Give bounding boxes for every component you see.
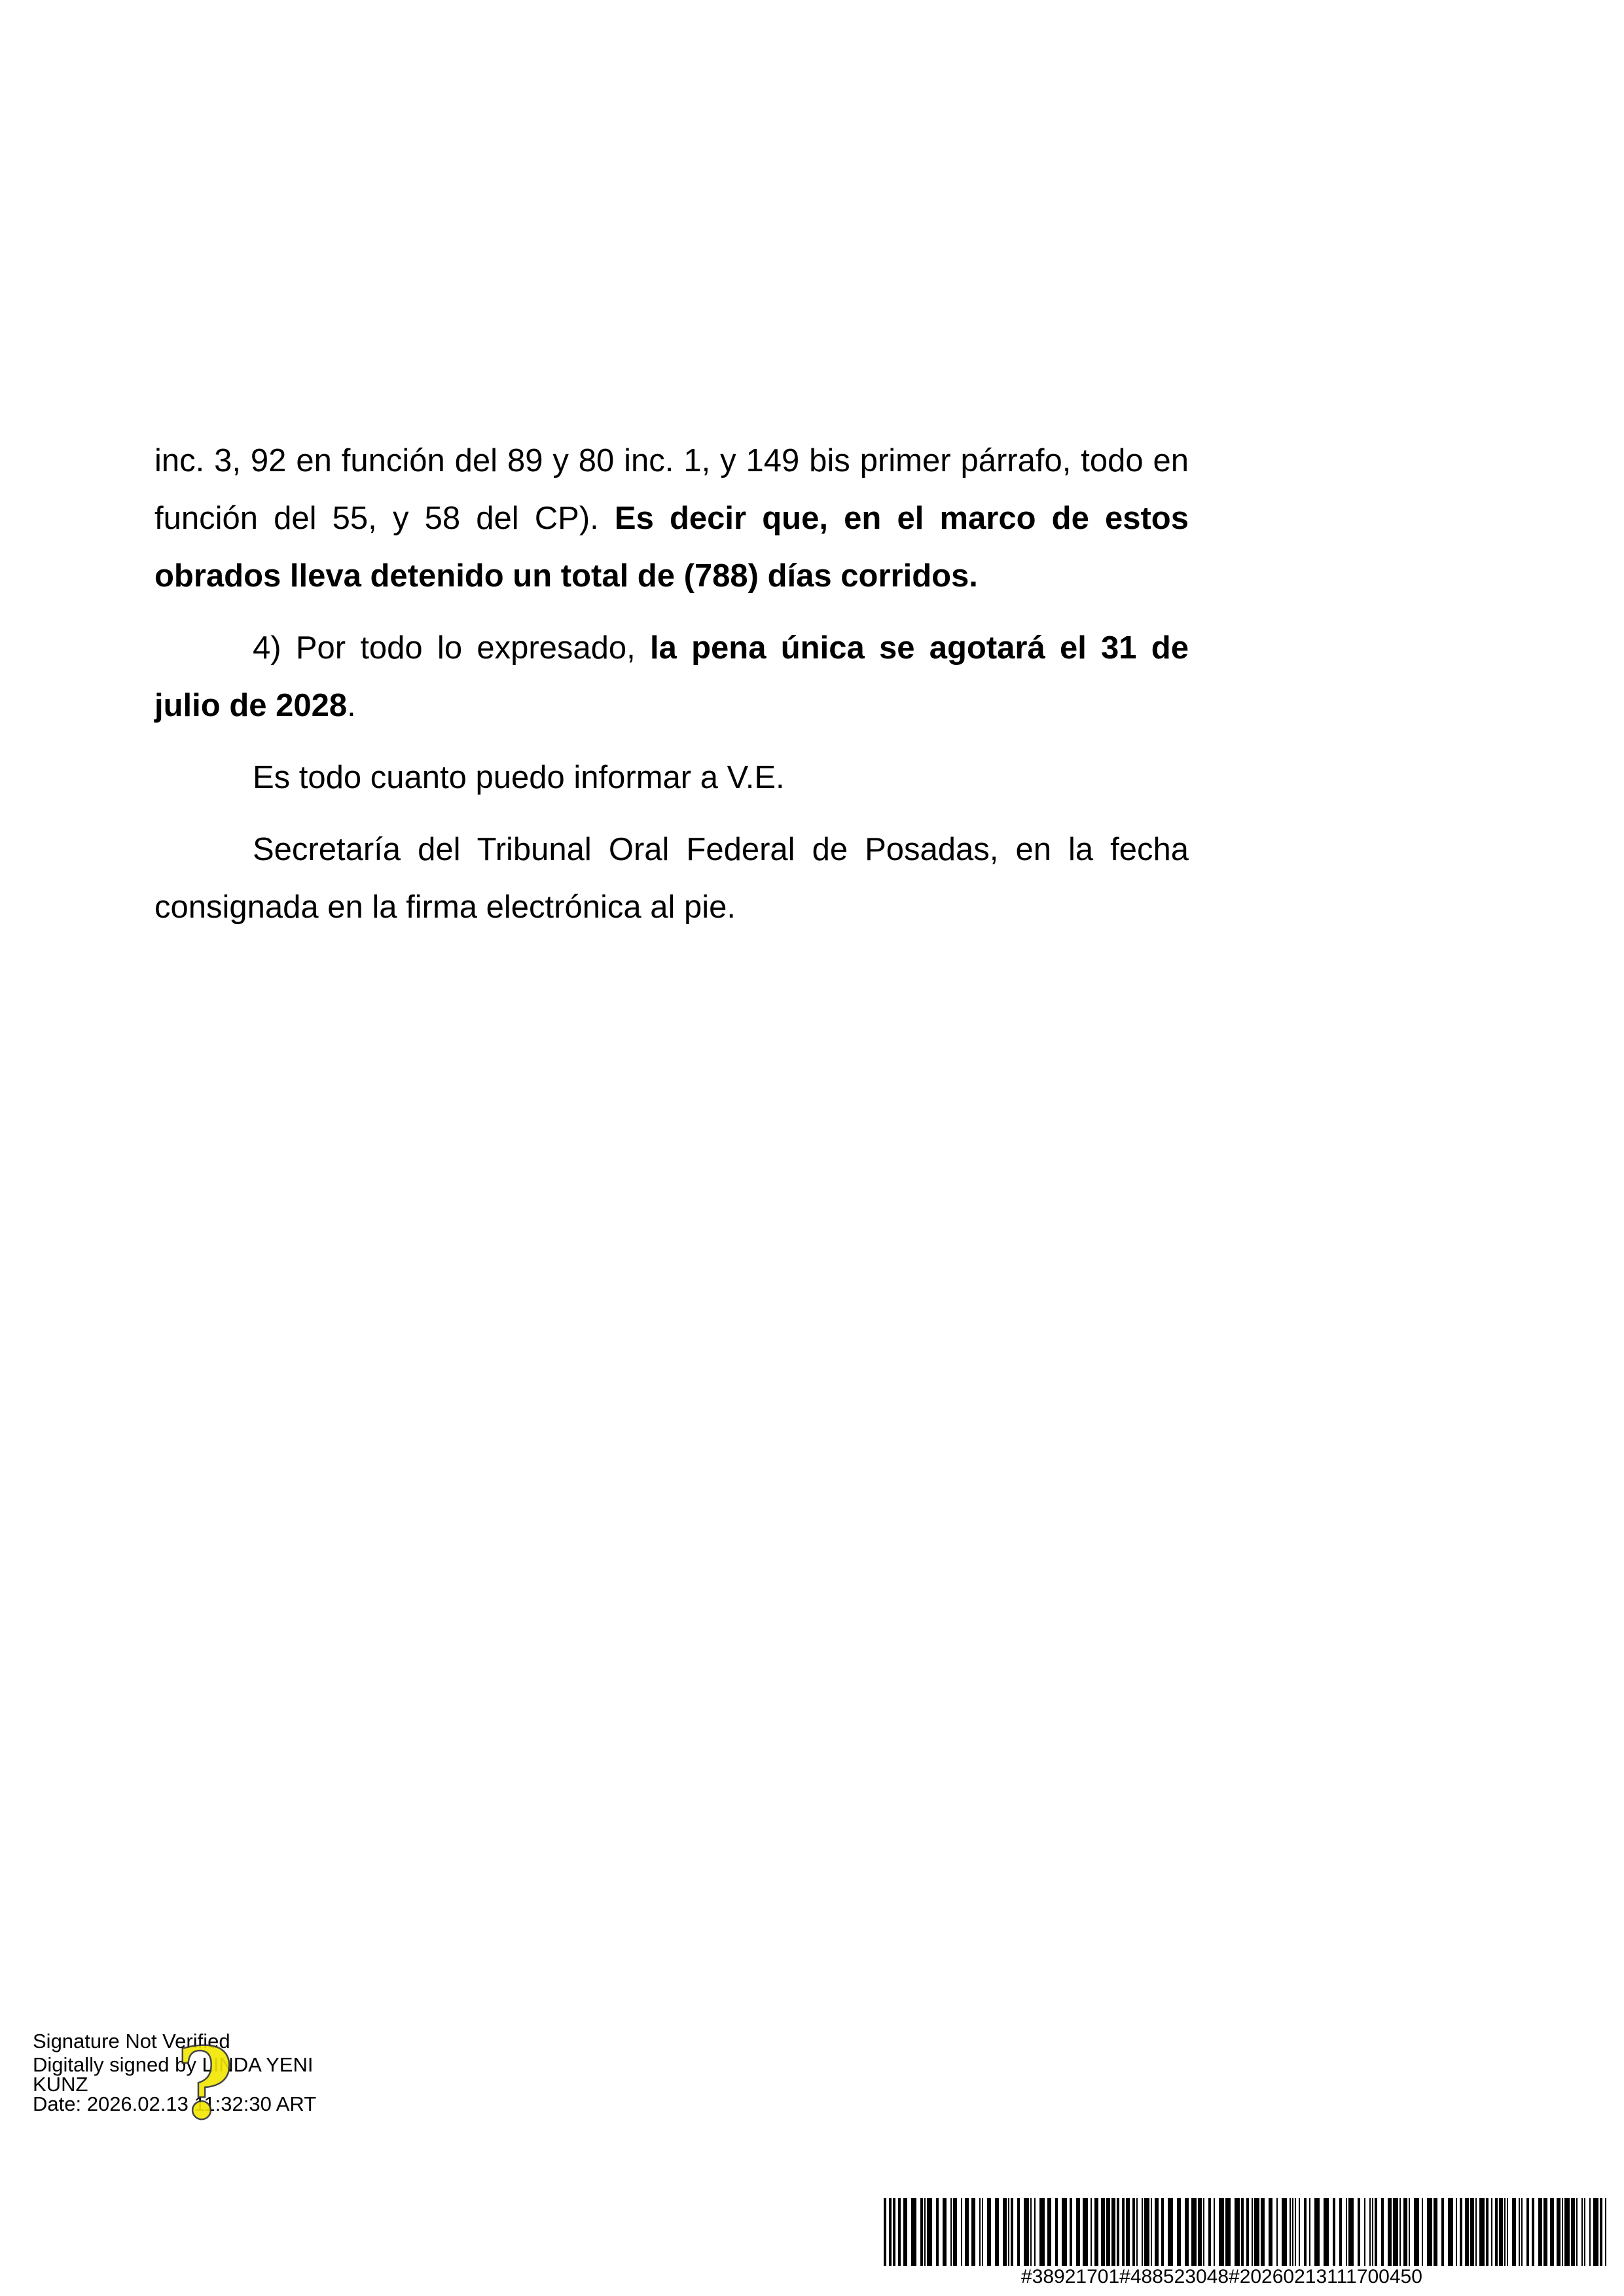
barcode-bar (889, 2198, 892, 2266)
barcode-bar (1314, 2198, 1320, 2266)
text-run: inc. 3, 92 en función del 89 y 80 inc. 1, y 149 bis primer párrafo, todo en función del 55, y 58 del CP). (154, 443, 1189, 536)
barcode-bar (1295, 2198, 1296, 2266)
barcode-bar (943, 2198, 947, 2266)
barcode-bar (1456, 2198, 1457, 2266)
barcode-bar (1427, 2198, 1432, 2266)
barcode-bar (1470, 2198, 1474, 2266)
barcode-bar (1589, 2198, 1591, 2266)
barcode-bar (1521, 2198, 1523, 2266)
barcode-bar (1375, 2198, 1377, 2266)
text-run: Es todo cuanto puedo informar a V.E. (253, 760, 785, 795)
barcode-bar (1101, 2198, 1105, 2266)
barcode-bar (1507, 2198, 1508, 2266)
barcode-bar (898, 2198, 901, 2266)
barcode-bar (1348, 2198, 1354, 2266)
barcode-bar (1177, 2198, 1181, 2266)
barcode-bar (1191, 2198, 1197, 2266)
text-run: . (347, 688, 356, 723)
barcode-bar (995, 2198, 999, 2266)
barcode-bar (1441, 2198, 1444, 2266)
barcode-bar (1155, 2198, 1159, 2266)
barcode-bar (971, 2198, 975, 2266)
barcode-bar (1151, 2198, 1152, 2266)
barcode-bar (1070, 2198, 1072, 2266)
signed-by-line-1: Digitally signed by LINDA YENI (33, 2053, 314, 2076)
barcode-bar (1034, 2198, 1036, 2266)
barcode-bar (1235, 2198, 1240, 2266)
barcode-bar (936, 2198, 939, 2266)
barcode-bar (1142, 2198, 1143, 2266)
barcode-bar (1203, 2198, 1204, 2266)
barcode-bar (1309, 2198, 1310, 2266)
barcode-bar (1047, 2198, 1051, 2266)
document-body (154, 432, 1189, 950)
barcode-bar (953, 2198, 957, 2266)
barcode-bar (1161, 2198, 1164, 2266)
bold-text-run: la pena única se agotará el 31 de julio de 2028 (154, 630, 1189, 723)
barcode-bar (1122, 2198, 1125, 2266)
barcode-bar (1526, 2198, 1529, 2266)
barcode-bar (1399, 2198, 1401, 2266)
barcode-bar (1339, 2198, 1342, 2266)
barcode-bar (1290, 2198, 1291, 2266)
barcode-bar (1111, 2198, 1115, 2266)
barcode-bar (1292, 2198, 1293, 2266)
barcode-bar (1144, 2198, 1149, 2266)
barcode-bar (1571, 2198, 1575, 2266)
barcode-bar (1269, 2198, 1272, 2266)
barcode-bar (961, 2198, 962, 2266)
barcode-bar (1117, 2198, 1119, 2266)
question-mark-icon (169, 2034, 241, 2132)
barcode-bar (1062, 2198, 1067, 2266)
paragraph-2 (154, 619, 1189, 734)
barcode-bar (1282, 2198, 1287, 2266)
barcode-bar (1083, 2198, 1088, 2266)
barcode-bar (1414, 2198, 1419, 2266)
barcode-bar (927, 2198, 932, 2266)
barcode-bar (1346, 2198, 1347, 2266)
barcode-bar (1422, 2198, 1423, 2266)
signed-by-line-2: KUNZ (33, 2073, 88, 2096)
barcode-bar (1512, 2198, 1516, 2266)
text-run: 4) Por todo lo expresado, (253, 630, 650, 666)
barcode-bar (1017, 2198, 1020, 2266)
barcode-bar (1252, 2198, 1253, 2266)
barcode-bar (1241, 2198, 1244, 2266)
barcode-bar (1388, 2198, 1392, 2266)
barcode-bar (1299, 2198, 1300, 2266)
barcode-bar (1409, 2198, 1410, 2266)
barcode-bar (1538, 2198, 1542, 2266)
barcode-bar (1372, 2198, 1373, 2266)
barcode-bar (1214, 2198, 1215, 2266)
barcode-bar (982, 2198, 983, 2266)
barcode-bar (1039, 2198, 1045, 2266)
barcode-bar (1581, 2198, 1583, 2266)
barcode-bar (1486, 2198, 1489, 2266)
barcode-number: #38921701#488523048#20260213111700450 (1021, 2266, 1422, 2287)
barcode-bar (1304, 2198, 1307, 2266)
barcode-bar (1276, 2198, 1278, 2266)
barcode-bar (884, 2198, 886, 2266)
barcode-bar (1460, 2198, 1462, 2266)
barcode-bar (1369, 2198, 1371, 2266)
svg-text:?: ? (176, 2034, 234, 2132)
barcode-bar (1504, 2198, 1506, 2266)
barcode-bar (1358, 2198, 1360, 2266)
barcode-bar (1593, 2198, 1598, 2266)
barcode-bar (920, 2198, 923, 2266)
barcode-bar (1605, 2198, 1606, 2266)
barcode-bars (884, 2198, 1610, 2266)
barcode-bar (1225, 2198, 1231, 2266)
barcode-bar (1261, 2198, 1265, 2266)
barcode-bar (1495, 2198, 1498, 2266)
barcode-bar (1030, 2198, 1032, 2266)
barcode-bar (1434, 2198, 1437, 2266)
barcode-bar (1532, 2198, 1534, 2266)
barcode-bar (1475, 2198, 1477, 2266)
barcode-bar (1557, 2198, 1561, 2266)
barcode-bar (1132, 2198, 1135, 2266)
barcode-bar (950, 2198, 952, 2266)
barcode-bar (1003, 2198, 1007, 2266)
barcode-bar (1564, 2198, 1570, 2266)
barcode-bar (1094, 2198, 1098, 2266)
barcode-bar (1011, 2198, 1013, 2266)
barcode-bar (1403, 2198, 1407, 2266)
barcode-bar (987, 2198, 991, 2266)
barcode-bar (965, 2198, 969, 2266)
barcode-bar (1584, 2198, 1585, 2266)
barcode-bar (1106, 2198, 1110, 2266)
barcode-bar (1600, 2198, 1602, 2266)
barcode-bar (1465, 2198, 1469, 2266)
signature-date: Date: 2026.02.13 11:32:30 ART (33, 2092, 317, 2115)
barcode-bar (1381, 2198, 1384, 2266)
barcode-bar (1208, 2198, 1211, 2266)
barcode (884, 2198, 1610, 2289)
barcode-bar (924, 2198, 926, 2266)
text-run: Secretaría del Tribunal Oral Federal de Posadas, en la fecha consignada en la firma electrónica al pie. (154, 832, 1189, 925)
barcode-bar (1198, 2198, 1202, 2266)
barcode-bar (1324, 2198, 1329, 2266)
paragraph-3 (154, 749, 1189, 806)
barcode-bar (1136, 2198, 1138, 2266)
barcode-bar (1185, 2198, 1189, 2266)
barcode-bar (1091, 2198, 1092, 2266)
barcode-bar (1219, 2198, 1224, 2266)
barcode-bar (903, 2198, 907, 2266)
barcode-bar (1550, 2198, 1554, 2266)
paragraph-1 (154, 432, 1189, 605)
barcode-bar (1168, 2198, 1173, 2266)
barcode-bar (1519, 2198, 1520, 2266)
barcode-bar (1333, 2198, 1335, 2266)
signature-status: Signature Not Verified (33, 2030, 230, 2053)
bold-text-run: Es decir que, en el marco de estos obrados lleva detenido un total de (788) días corridos. (154, 501, 1189, 594)
barcode-bar (1024, 2198, 1029, 2266)
barcode-bar (1491, 2198, 1492, 2266)
barcode-bar (1543, 2198, 1547, 2266)
barcode-bar (1479, 2198, 1485, 2266)
barcode-bar (979, 2198, 981, 2266)
barcode-bar (1126, 2198, 1130, 2266)
barcode-bar (1246, 2198, 1249, 2266)
barcode-bar (1364, 2198, 1365, 2266)
barcode-bar (1448, 2198, 1453, 2266)
barcode-bar (1393, 2198, 1398, 2266)
barcode-bar (1008, 2198, 1009, 2266)
barcode-bar (1055, 2198, 1058, 2266)
paragraph-4 (154, 821, 1189, 936)
barcode-bar (1499, 2198, 1503, 2266)
barcode-bar (1576, 2198, 1578, 2266)
barcode-bar (893, 2198, 895, 2266)
barcode-bar (1254, 2198, 1259, 2266)
barcode-bar (1562, 2198, 1563, 2266)
barcode-bar (1076, 2198, 1080, 2266)
barcode-bar (911, 2198, 916, 2266)
